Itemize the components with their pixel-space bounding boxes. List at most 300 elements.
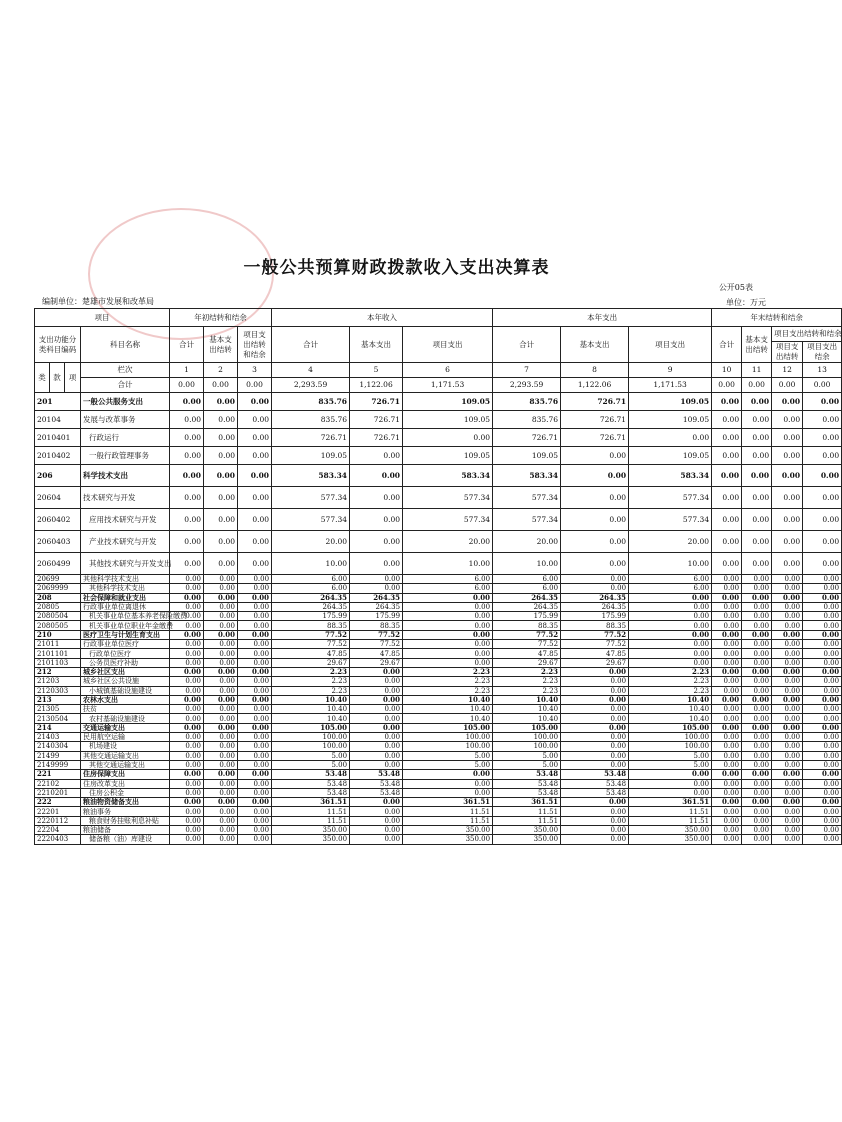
row-value: 0.00: [561, 714, 629, 723]
row-value: 583.34: [493, 465, 561, 487]
row-value: 0.00: [772, 531, 803, 553]
row-value: 0.00: [238, 779, 272, 788]
row-value: 0.00: [803, 465, 842, 487]
row-value: 175.99: [272, 612, 350, 621]
row-code: 208: [35, 593, 81, 602]
table-row: [35, 553, 842, 575]
row-code: 210: [35, 630, 81, 639]
row-value: 0.00: [561, 553, 629, 575]
col-num: 3: [238, 363, 272, 378]
row-value: 0.00: [803, 751, 842, 760]
row-value: 0.00: [350, 742, 403, 751]
row-value: 100.00: [629, 733, 712, 742]
row-value: 0.00: [403, 630, 493, 639]
row-value: 109.05: [403, 393, 493, 411]
table-row: [35, 593, 842, 602]
row-value: 0.00: [350, 465, 403, 487]
row-value: 2.23: [272, 667, 350, 676]
row-value: 0.00: [742, 575, 772, 584]
row-value: 0.00: [204, 575, 238, 584]
row-value: 77.52: [350, 640, 403, 649]
row-value: 0.00: [561, 733, 629, 742]
row-code: 2220403: [35, 835, 81, 844]
row-value: 20.00: [493, 531, 561, 553]
col-num: 11: [742, 363, 772, 378]
row-value: 0.00: [561, 835, 629, 844]
row-value: 264.35: [561, 602, 629, 611]
row-subject-name: 住房公积金: [81, 788, 170, 797]
row-subject-name: 城乡社区支出: [81, 667, 170, 676]
row-subject-name: 粮食财务挂账利息补贴: [81, 816, 170, 825]
table-row: [35, 465, 842, 487]
row-value: 0.00: [561, 807, 629, 816]
row-value: 0.00: [561, 677, 629, 686]
row-value: 11.51: [629, 816, 712, 825]
row-value: 0.00: [170, 816, 204, 825]
row-value: 109.05: [403, 411, 493, 429]
row-value: 0.00: [803, 658, 842, 667]
row-value: 6.00: [403, 584, 493, 593]
row-value: 726.71: [561, 429, 629, 447]
row-value: 577.34: [629, 487, 712, 509]
row-value: 11.51: [272, 807, 350, 816]
row-value: 577.34: [493, 509, 561, 531]
row-value: 0.00: [238, 788, 272, 797]
row-value: 0.00: [350, 751, 403, 760]
header-beginning-balance: 年初结转和结余: [170, 309, 272, 327]
row-value: 0.00: [561, 686, 629, 695]
row-value: 0.00: [350, 816, 403, 825]
row-value: 0.00: [170, 705, 204, 714]
row-subject-name: 机场建设: [81, 742, 170, 751]
row-value: 350.00: [493, 835, 561, 844]
row-value: 0.00: [712, 751, 742, 760]
row-value: 0.00: [742, 760, 772, 769]
header-proj-carry-group: 项目支出结转和结余: [772, 327, 842, 342]
row-value: 264.35: [493, 593, 561, 602]
row-value: 2.23: [403, 686, 493, 695]
row-value: 0.00: [742, 658, 772, 667]
row-value: 53.48: [493, 770, 561, 779]
row-subject-name: 农林水支出: [81, 695, 170, 704]
row-value: 264.35: [493, 602, 561, 611]
row-value: 726.71: [561, 411, 629, 429]
row-code: 206: [35, 465, 81, 487]
row-value: 10.40: [403, 714, 493, 723]
row-value: 0.00: [204, 770, 238, 779]
row-code: 22201: [35, 807, 81, 816]
row-code: 2010402: [35, 447, 81, 465]
row-value: 0.00: [712, 531, 742, 553]
row-value: 0.00: [772, 584, 803, 593]
row-value: 10.40: [629, 695, 712, 704]
table-row: [35, 621, 842, 630]
row-value: 0.00: [742, 770, 772, 779]
row-value: 0.00: [772, 621, 803, 630]
row-value: 109.05: [493, 447, 561, 465]
row-value: 0.00: [712, 553, 742, 575]
row-value: 0.00: [204, 447, 238, 465]
row-code: 201: [35, 393, 81, 411]
row-value: 0.00: [238, 826, 272, 835]
table-row: [35, 760, 842, 769]
row-value: 0.00: [170, 575, 204, 584]
table-row: [35, 826, 842, 835]
col-num: 13: [803, 363, 842, 378]
row-value: 0.00: [772, 742, 803, 751]
table-row: [35, 584, 842, 593]
row-value: 0.00: [742, 640, 772, 649]
table-row: [35, 667, 842, 676]
row-value: 577.34: [403, 509, 493, 531]
row-value: 0.00: [712, 816, 742, 825]
row-value: 0.00: [170, 835, 204, 844]
row-code: 2120303: [35, 686, 81, 695]
row-value: 0.00: [204, 602, 238, 611]
row-value: 726.71: [350, 429, 403, 447]
row-value: 0.00: [803, 531, 842, 553]
row-value: 361.51: [403, 798, 493, 807]
row-value: 0.00: [170, 649, 204, 658]
row-value: 0.00: [350, 835, 403, 844]
row-value: 77.52: [561, 640, 629, 649]
row-value: 109.05: [272, 447, 350, 465]
row-value: 0.00: [170, 602, 204, 611]
row-value: 0.00: [350, 798, 403, 807]
row-value: 0.00: [712, 723, 742, 732]
header-total-10: 合计: [712, 327, 742, 363]
header-func-code: 支出功能分类科目编码: [35, 327, 81, 363]
row-value: 0.00: [742, 733, 772, 742]
row-value: 53.48: [272, 788, 350, 797]
row-value: 53.48: [272, 770, 350, 779]
row-value: 0.00: [772, 658, 803, 667]
row-value: 6.00: [403, 575, 493, 584]
row-value: 6.00: [493, 575, 561, 584]
row-value: 5.00: [629, 751, 712, 760]
row-value: 0.00: [629, 779, 712, 788]
row-value: 6.00: [629, 575, 712, 584]
row-value: 0.00: [403, 658, 493, 667]
row-value: 350.00: [272, 835, 350, 844]
row-subject-name: 公务员医疗补助: [81, 658, 170, 667]
row-code: 2060403: [35, 531, 81, 553]
row-value: 0.00: [238, 751, 272, 760]
row-subject-name: 粮油事务: [81, 807, 170, 816]
row-value: 0.00: [712, 509, 742, 531]
row-code: 2101103: [35, 658, 81, 667]
row-value: 47.85: [561, 649, 629, 658]
row-value: 0.00: [403, 640, 493, 649]
row-code: 221: [35, 770, 81, 779]
row-value: 264.35: [272, 593, 350, 602]
row-value: 0.00: [238, 465, 272, 487]
row-value: 0.00: [742, 816, 772, 825]
row-value: 0.00: [561, 584, 629, 593]
row-value: 0.00: [629, 649, 712, 658]
row-value: 10.40: [629, 714, 712, 723]
row-value: 0.00: [561, 509, 629, 531]
row-subject-name: 住房保障支出: [81, 770, 170, 779]
row-value: 0.00: [742, 411, 772, 429]
row-value: 0.00: [238, 705, 272, 714]
row-value: 0.00: [803, 411, 842, 429]
row-value: 583.34: [272, 465, 350, 487]
row-value: 0.00: [803, 798, 842, 807]
row-value: 361.51: [272, 798, 350, 807]
row-value: 0.00: [238, 593, 272, 602]
table-row: [35, 649, 842, 658]
col-num: 9: [629, 363, 712, 378]
row-value: 361.51: [629, 798, 712, 807]
row-code: 20805: [35, 602, 81, 611]
row-value: 0.00: [772, 602, 803, 611]
total-cell: 0.00: [712, 378, 742, 393]
row-value: 0.00: [204, 465, 238, 487]
row-value: 0.00: [742, 677, 772, 686]
row-value: 0.00: [403, 621, 493, 630]
table-row: [35, 723, 842, 732]
row-value: 0.00: [772, 612, 803, 621]
row-value: 0.00: [403, 788, 493, 797]
row-value: 0.00: [712, 487, 742, 509]
row-value: 0.00: [742, 621, 772, 630]
row-value: 0.00: [803, 816, 842, 825]
row-value: 0.00: [803, 612, 842, 621]
row-value: 53.48: [561, 770, 629, 779]
row-value: 0.00: [238, 733, 272, 742]
header-basic-carry-11: 基本支出结转: [742, 327, 772, 363]
row-value: 0.00: [350, 714, 403, 723]
row-value: 0.00: [772, 714, 803, 723]
row-value: 0.00: [350, 705, 403, 714]
row-value: 0.00: [350, 826, 403, 835]
row-value: 0.00: [170, 695, 204, 704]
row-value: 0.00: [238, 393, 272, 411]
row-value: 0.00: [803, 553, 842, 575]
row-value: 0.00: [561, 760, 629, 769]
row-value: 0.00: [772, 553, 803, 575]
row-value: 0.00: [742, 553, 772, 575]
row-value: 0.00: [629, 770, 712, 779]
row-value: 0.00: [712, 447, 742, 465]
table-row: [35, 429, 842, 447]
row-value: 109.05: [403, 447, 493, 465]
row-subject-name: 扶贫: [81, 705, 170, 714]
row-value: 0.00: [772, 807, 803, 816]
row-value: 0.00: [712, 411, 742, 429]
row-value: 100.00: [493, 733, 561, 742]
row-code: 2149999: [35, 760, 81, 769]
row-value: 0.00: [204, 487, 238, 509]
total-cell: 1,171.53: [403, 378, 493, 393]
row-value: 0.00: [561, 742, 629, 751]
row-value: 0.00: [712, 677, 742, 686]
row-value: 0.00: [403, 593, 493, 602]
row-value: 577.34: [629, 509, 712, 531]
row-value: 109.05: [629, 447, 712, 465]
row-value: 726.71: [493, 429, 561, 447]
row-value: 2.23: [629, 677, 712, 686]
row-value: 0.00: [238, 742, 272, 751]
row-value: 0.00: [561, 723, 629, 732]
row-value: 0.00: [712, 429, 742, 447]
row-value: 0.00: [803, 649, 842, 658]
row-value: 175.99: [350, 612, 403, 621]
row-value: 0.00: [803, 509, 842, 531]
row-value: 0.00: [803, 429, 842, 447]
row-value: 0.00: [803, 733, 842, 742]
row-value: 0.00: [712, 612, 742, 621]
row-value: 0.00: [742, 742, 772, 751]
row-value: 0.00: [350, 733, 403, 742]
row-value: 0.00: [204, 612, 238, 621]
row-value: 5.00: [403, 751, 493, 760]
row-value: 2.23: [403, 667, 493, 676]
row-value: 577.34: [272, 509, 350, 531]
row-value: 0.00: [170, 667, 204, 676]
row-code: 213: [35, 695, 81, 704]
row-value: 0.00: [561, 487, 629, 509]
table-row: [35, 640, 842, 649]
row-value: 0.00: [238, 714, 272, 723]
row-value: 0.00: [204, 695, 238, 704]
row-value: 0.00: [803, 695, 842, 704]
row-value: 0.00: [204, 649, 238, 658]
row-subject-name: 交通运输支出: [81, 723, 170, 732]
row-value: 0.00: [350, 807, 403, 816]
row-subject-name: 机关事业单位职业年金缴费: [81, 621, 170, 630]
row-value: 0.00: [772, 751, 803, 760]
row-value: 0.00: [170, 760, 204, 769]
row-value: 10.40: [272, 695, 350, 704]
row-value: 10.00: [403, 553, 493, 575]
row-value: 0.00: [742, 602, 772, 611]
total-cell: 2,293.59: [493, 378, 561, 393]
row-subject-name: 储备粮（油）库建设: [81, 835, 170, 844]
row-value: 0.00: [170, 658, 204, 667]
row-value: 0.00: [204, 411, 238, 429]
row-code: 2010401: [35, 429, 81, 447]
row-value: 0.00: [772, 723, 803, 732]
row-value: 0.00: [238, 630, 272, 639]
row-value: 0.00: [561, 705, 629, 714]
row-value: 53.48: [493, 788, 561, 797]
row-subject-name: 城乡社区公共设施: [81, 677, 170, 686]
row-value: 0.00: [772, 826, 803, 835]
page-title: 一般公共预算财政拨款收入支出决算表: [243, 258, 550, 278]
row-value: 0.00: [238, 816, 272, 825]
row-value: 350.00: [272, 826, 350, 835]
table-row: [35, 575, 842, 584]
header-proj-surplus-13: 项目支出结余: [803, 342, 842, 363]
col-num: 7: [493, 363, 561, 378]
row-value: 0.00: [170, 788, 204, 797]
row-value: 0.00: [170, 798, 204, 807]
row-value: 109.05: [629, 411, 712, 429]
row-value: 10.00: [629, 553, 712, 575]
row-code: 20104: [35, 411, 81, 429]
table-row: [35, 807, 842, 816]
row-value: 0.00: [712, 686, 742, 695]
table-row: [35, 677, 842, 686]
row-value: 6.00: [272, 575, 350, 584]
row-value: 29.67: [561, 658, 629, 667]
row-value: 0.00: [350, 531, 403, 553]
row-value: 0.00: [350, 760, 403, 769]
row-code: 2080504: [35, 612, 81, 621]
row-subject-name: 粮油物资储备支出: [81, 798, 170, 807]
row-value: 361.51: [493, 798, 561, 807]
row-value: 88.35: [561, 621, 629, 630]
row-value: 10.40: [493, 695, 561, 704]
row-value: 0.00: [403, 649, 493, 658]
header-kuan: 款: [50, 363, 65, 393]
row-value: 5.00: [272, 760, 350, 769]
row-value: 0.00: [204, 751, 238, 760]
table-row: [35, 770, 842, 779]
row-value: 0.00: [170, 686, 204, 695]
row-value: 0.00: [772, 509, 803, 531]
header-basic-exp-5: 基本支出: [350, 327, 403, 363]
row-value: 10.40: [403, 695, 493, 704]
row-value: 0.00: [742, 393, 772, 411]
row-value: 0.00: [204, 835, 238, 844]
row-value: 0.00: [238, 411, 272, 429]
row-value: 29.67: [350, 658, 403, 667]
row-value: 0.00: [170, 429, 204, 447]
row-value: 577.34: [403, 487, 493, 509]
row-value: 0.00: [803, 393, 842, 411]
row-value: 577.34: [272, 487, 350, 509]
table-row: [35, 751, 842, 760]
row-value: 0.00: [803, 835, 842, 844]
table-row: [35, 798, 842, 807]
row-value: 0.00: [712, 770, 742, 779]
row-value: 0.00: [170, 584, 204, 593]
row-subject-name: 机关事业单位基本养老保险缴费: [81, 612, 170, 621]
row-subject-name: 行政单位医疗: [81, 649, 170, 658]
row-value: 100.00: [629, 742, 712, 751]
row-value: 5.00: [403, 760, 493, 769]
header-xiang: 项: [65, 363, 81, 393]
row-value: 0.00: [561, 447, 629, 465]
row-code: 2130504: [35, 714, 81, 723]
row-value: 0.00: [170, 531, 204, 553]
table-row: [35, 487, 842, 509]
header-lei: 类: [35, 363, 50, 393]
row-value: 10.40: [493, 705, 561, 714]
row-value: 11.51: [493, 816, 561, 825]
row-value: 0.00: [170, 509, 204, 531]
row-value: 0.00: [238, 429, 272, 447]
row-value: 0.00: [204, 723, 238, 732]
row-value: 0.00: [712, 584, 742, 593]
row-value: 0.00: [742, 630, 772, 639]
row-value: 29.67: [272, 658, 350, 667]
table-row: [35, 705, 842, 714]
row-value: 0.00: [204, 531, 238, 553]
row-value: 0.00: [772, 667, 803, 676]
row-value: 0.00: [238, 553, 272, 575]
row-value: 0.00: [772, 429, 803, 447]
row-subject-name: 医疗卫生与计划生育支出: [81, 630, 170, 639]
row-subject-name: 社会保障和就业支出: [81, 593, 170, 602]
row-value: 105.00: [629, 723, 712, 732]
row-value: 0.00: [170, 621, 204, 630]
row-value: 53.48: [561, 779, 629, 788]
row-value: 0.00: [238, 677, 272, 686]
